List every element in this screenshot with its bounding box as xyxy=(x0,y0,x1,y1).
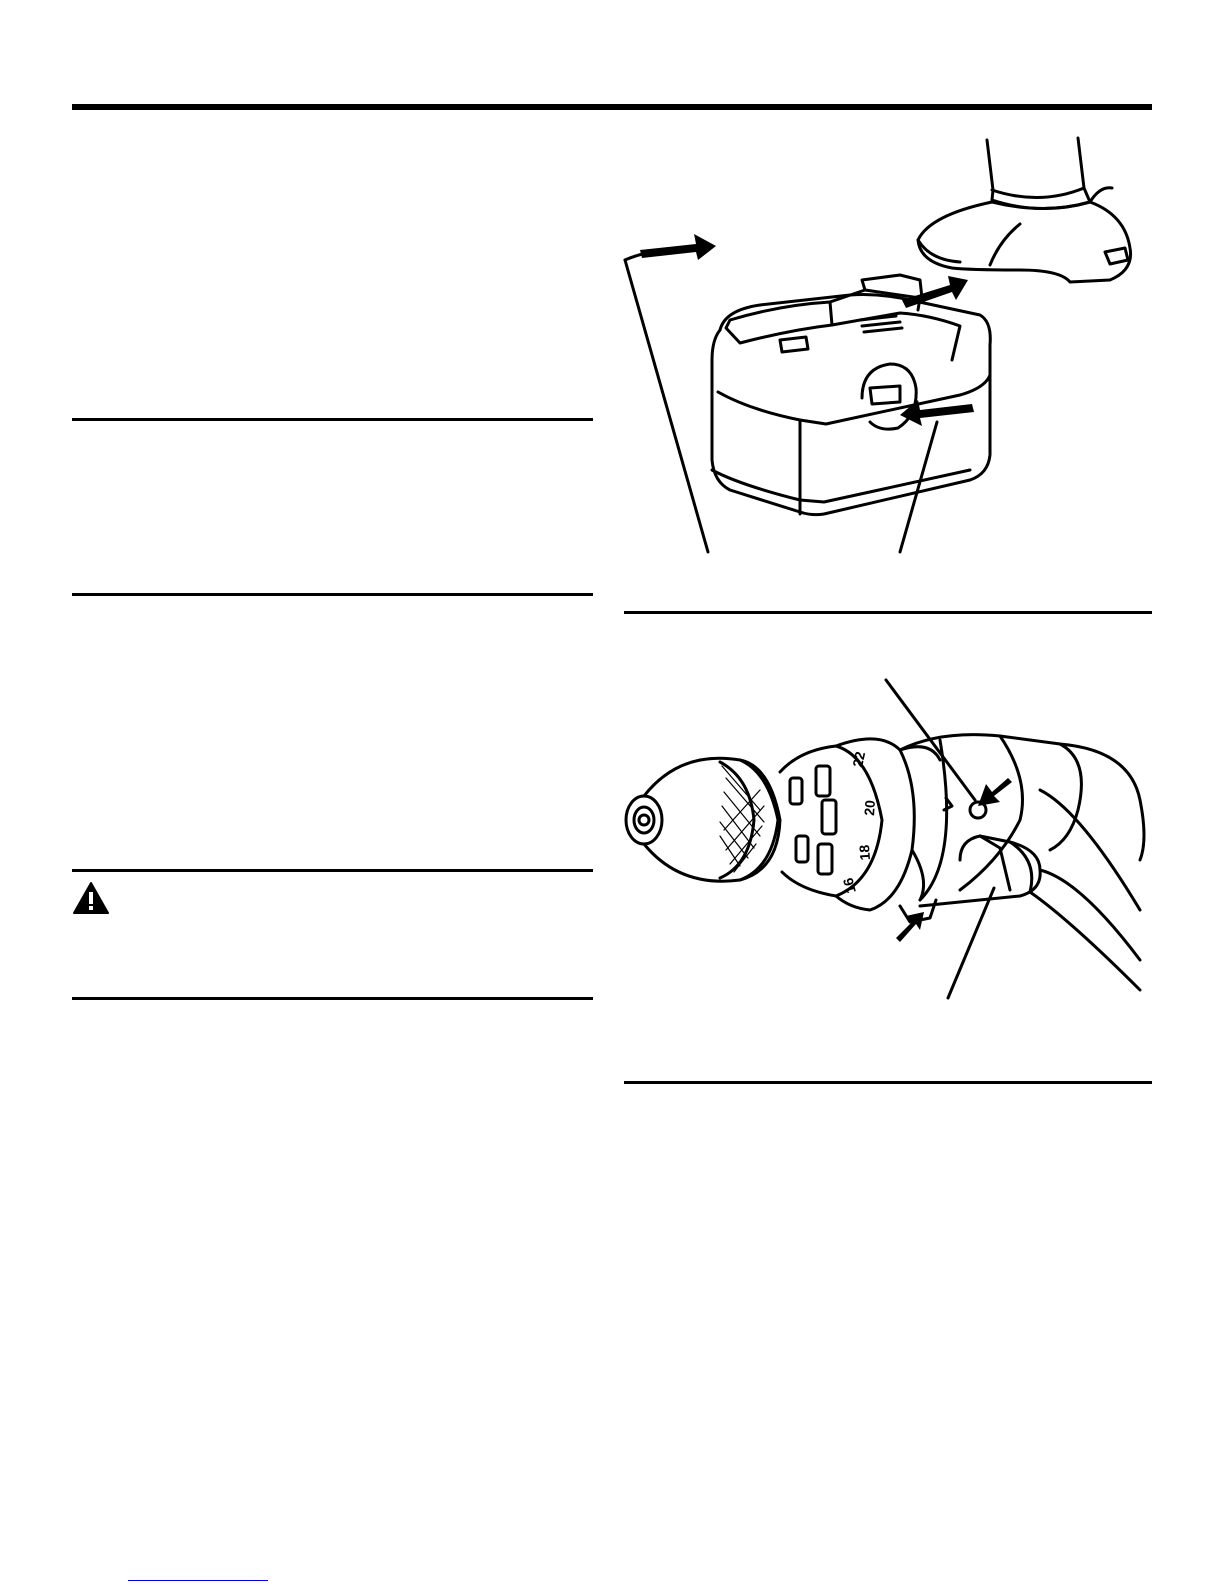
leader-line-latch xyxy=(900,422,937,552)
section-divider-4 xyxy=(72,997,593,1000)
arrow-selector xyxy=(978,778,1012,806)
header-rule xyxy=(72,104,1152,110)
leader-line-selector xyxy=(886,680,975,800)
footer-link-underline xyxy=(128,1580,268,1581)
section-divider-2 xyxy=(72,593,593,596)
arrow-slide-up xyxy=(902,276,968,308)
dial-number-18: 18 xyxy=(855,844,873,861)
warning-triangle-icon xyxy=(72,881,110,915)
dial-number-22: 22 xyxy=(849,750,869,769)
battery-pack-illustration xyxy=(712,275,990,515)
drill-chuck-illustration xyxy=(626,758,780,881)
figure-divider-1 xyxy=(624,611,1152,614)
arrow-press-left xyxy=(640,234,716,260)
section-divider-3 xyxy=(72,869,593,872)
leader-line-release-button xyxy=(625,260,708,552)
drill-figure xyxy=(600,660,1160,1060)
battery-removal-figure xyxy=(600,130,1160,560)
tool-foot-illustration xyxy=(918,138,1131,282)
arrow-forward-reverse xyxy=(896,912,924,942)
dial-number-16: 16 xyxy=(839,876,859,896)
dial-number-20: 20 xyxy=(861,799,879,817)
leader-line-handle xyxy=(948,888,994,998)
section-divider-1 xyxy=(72,418,593,421)
drill-body-illustration xyxy=(900,735,1144,990)
figure-divider-2 xyxy=(624,1081,1152,1084)
